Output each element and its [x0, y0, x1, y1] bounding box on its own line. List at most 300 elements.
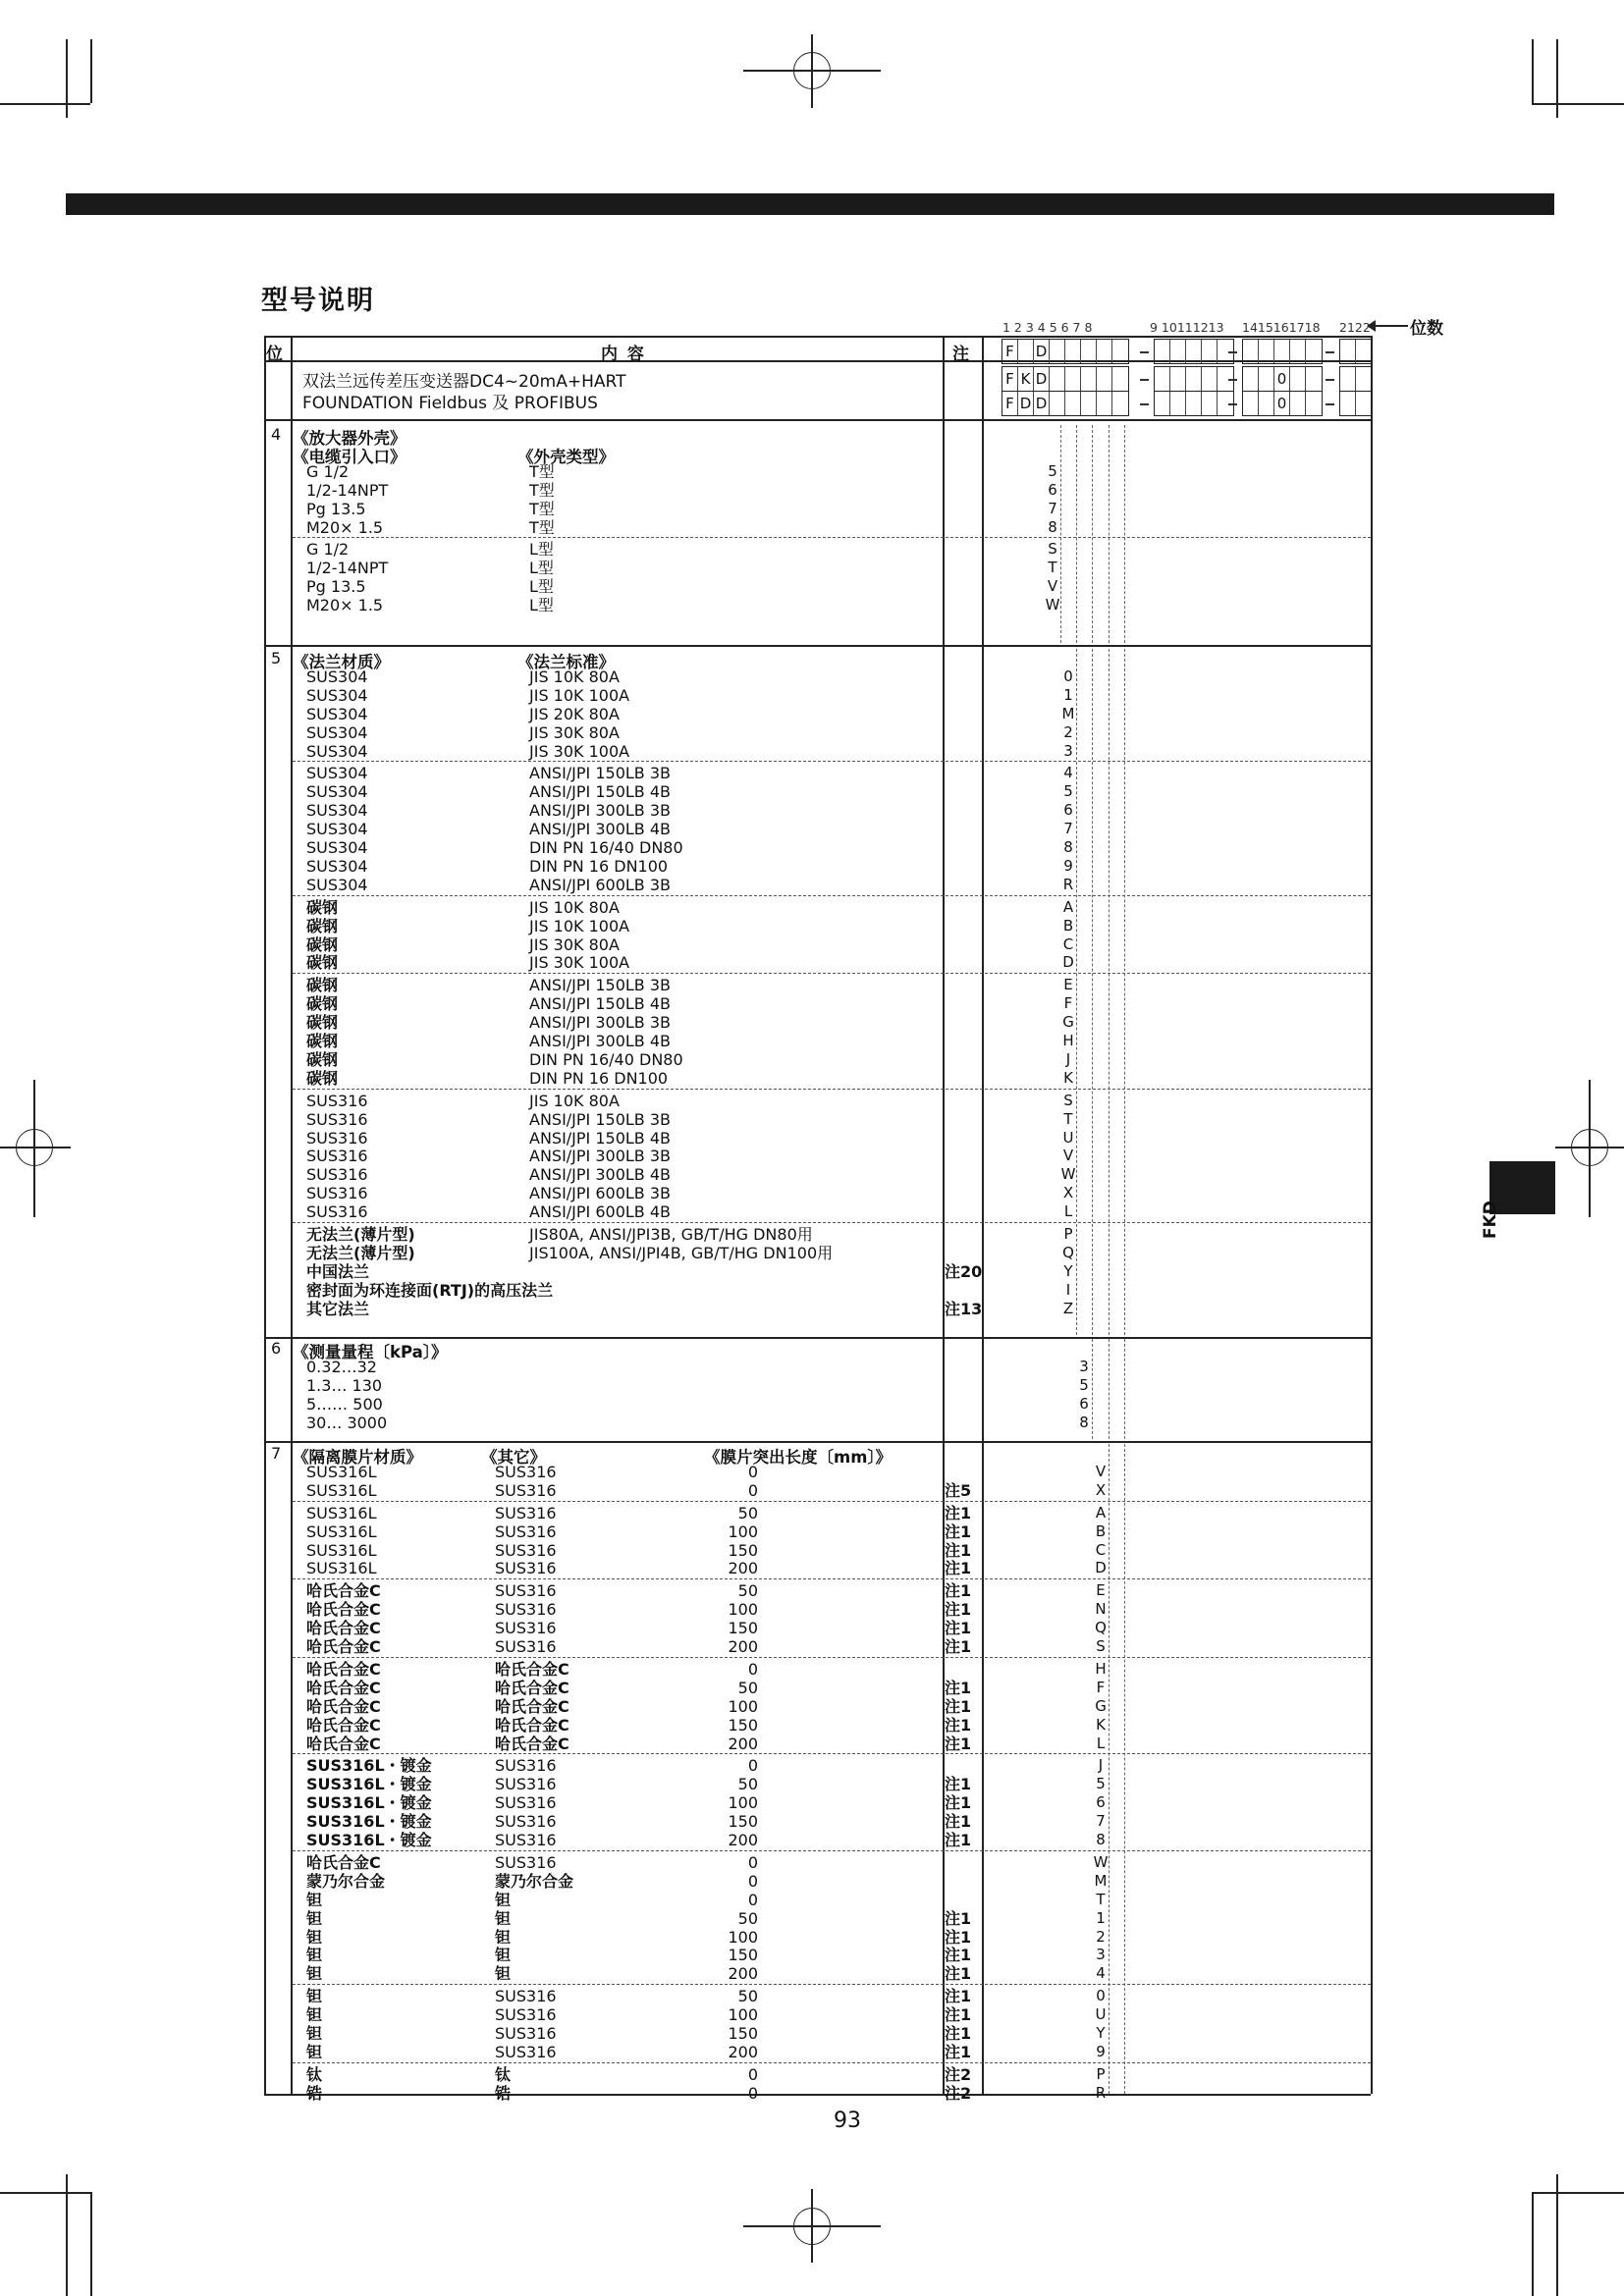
cell-spec: T型 [529, 480, 555, 500]
cell-material: SUS316L・镀金 [306, 1756, 432, 1776]
cell-note: 注20 [945, 1261, 983, 1281]
table-row [306, 1660, 1371, 1679]
group-divider [293, 1984, 1371, 1985]
cell-length: 200 [728, 1559, 758, 1578]
cell-code: 8 [1079, 1413, 1089, 1431]
table-row [306, 1358, 1371, 1376]
cell-material: SUS316 [306, 1184, 368, 1203]
code-guide [1109, 649, 1110, 1335]
cell-code: 1 [1096, 1908, 1106, 1927]
cell-material: 0.32…32 [306, 1357, 377, 1376]
table-row [306, 1793, 1371, 1812]
table-top-rule [264, 336, 1371, 338]
cell-code: I [1065, 1280, 1071, 1299]
table-row [306, 1414, 1371, 1432]
table-row [306, 596, 1371, 614]
cell-code: M [1094, 1871, 1108, 1890]
cell-length: 50 [737, 1581, 758, 1601]
code-cell [1081, 392, 1097, 415]
table-row [306, 1050, 1371, 1069]
table-row [306, 1964, 1371, 1983]
product-line-2: FOUNDATION Fieldbus 及 PROFIBUS [302, 394, 598, 413]
table-row [306, 1716, 1371, 1735]
cell-code: J [1098, 1756, 1104, 1775]
cell-spec: ANSI/JPI 150LB 3B [529, 976, 672, 995]
code-cell [1274, 340, 1290, 363]
cell-code: K [1096, 1715, 1106, 1734]
code-cell [1065, 392, 1081, 415]
code-guide [1076, 649, 1077, 1335]
page-title: 型号说明 [261, 286, 375, 316]
section-title: 《隔离膜片材质》 [293, 1448, 422, 1467]
code-cell [1306, 367, 1322, 391]
table-row [306, 820, 1371, 838]
table-row [306, 1697, 1371, 1716]
cell-note: 注1 [945, 1812, 972, 1832]
cell-material: SUS316L・镀金 [306, 1775, 432, 1794]
cell-material: G 1/2 [306, 461, 350, 481]
cell-code: X [1062, 1184, 1074, 1202]
cell-spec: JIS80A, ANSI/JPI3B, GB/T/HG DN80用 [529, 1225, 813, 1244]
cell-spec: SUS316 [495, 1619, 557, 1638]
cell-spec: SUS316 [495, 1559, 557, 1578]
cell-spec: JIS 20K 80A [529, 704, 620, 723]
cell-material: SUS304 [306, 667, 368, 686]
cell-spec: SUS316 [495, 1600, 557, 1620]
side-label: FKD [1481, 1201, 1500, 1239]
code-cell [1170, 340, 1186, 363]
code-cell [1050, 392, 1065, 415]
cell-spec: 哈氏合金C [495, 1678, 569, 1697]
code-guide [1092, 649, 1093, 1335]
position-numbers-1-8: 1 2 3 4 5 6 7 8 [1002, 320, 1093, 335]
cell-note: 注1 [945, 2024, 972, 2043]
code-cell [1081, 367, 1097, 391]
cell-note: 注13 [945, 1299, 983, 1318]
cell-code: V [1062, 1147, 1074, 1165]
crop-mark [66, 39, 68, 118]
cell-code: Q [1095, 1619, 1107, 1637]
cell-code: P [1063, 1225, 1073, 1243]
code-cell [1356, 367, 1372, 391]
table-row [306, 953, 1371, 972]
table-row [306, 462, 1371, 481]
code-cell [1097, 367, 1112, 391]
cell-note: 注1 [945, 1619, 972, 1638]
group-divider [293, 537, 1371, 538]
table-row [306, 1946, 1371, 1964]
cell-material: 30… 3000 [306, 1413, 388, 1432]
cell-length: 200 [728, 1831, 758, 1849]
cell-material: SUS316L [306, 1522, 377, 1541]
table-row [306, 1909, 1371, 1928]
cell-code: 2 [1096, 1927, 1106, 1946]
cell-material: 钽 [306, 1927, 323, 1947]
cell-spec: JIS100A, ANSI/JPI4B, GB/T/HG DN100用 [529, 1243, 834, 1262]
cell-spec: JIS 30K 80A [529, 722, 620, 742]
code-box-option [1339, 391, 1373, 416]
cell-code: L [1063, 1202, 1073, 1221]
cell-length: 0 [747, 1462, 758, 1481]
cell-spec: 哈氏合金C [495, 1715, 569, 1735]
code-box-option [1339, 339, 1373, 364]
code-guide [1109, 1339, 1110, 1439]
cell-material: 蒙乃尔合金 [306, 1871, 386, 1891]
cell-note: 注1 [945, 2005, 972, 2025]
registration-mark-line [811, 34, 813, 108]
cell-spec: SUS316 [495, 1812, 557, 1832]
code-box-option [1242, 366, 1323, 392]
group-divider [293, 1501, 1371, 1502]
cell-spec: T型 [529, 461, 555, 481]
table-row [306, 1481, 1371, 1500]
cell-code: 8 [1063, 838, 1073, 856]
cell-spec: SUS316 [495, 1756, 557, 1776]
cell-code: 7 [1096, 1812, 1106, 1831]
cell-code: U [1095, 2005, 1107, 2024]
code-guide [1109, 425, 1110, 643]
cell-material: 锆 [306, 2083, 323, 2103]
cell-length: 50 [737, 1908, 758, 1928]
code-cell [1170, 392, 1186, 415]
crop-mark [90, 39, 92, 103]
code-box-option [1154, 339, 1234, 364]
table-row [306, 1013, 1371, 1032]
cell-spec: JIS 10K 80A [529, 897, 620, 917]
cell-material: SUS304 [306, 856, 368, 876]
table-row [306, 917, 1371, 935]
code-cell: K [1018, 367, 1034, 391]
cell-material: 碳钢 [306, 1049, 339, 1069]
table-row [306, 801, 1371, 820]
cell-spec: SUS316 [495, 1987, 557, 2006]
cell-material: SUS304 [306, 722, 368, 742]
cell-spec: SUS316 [495, 1831, 557, 1849]
cell-material: SUS304 [306, 782, 368, 802]
section-rule [264, 645, 1371, 647]
table-row [306, 1600, 1371, 1619]
section-title: 《测量量程〔kPa〕》 [293, 1343, 448, 1362]
cell-code: Z [1062, 1299, 1074, 1317]
cell-material: SUS304 [306, 741, 368, 761]
header-note: 注 [952, 345, 969, 364]
cell-material: 哈氏合金C [306, 1659, 381, 1679]
cell-length: 0 [747, 2064, 758, 2084]
cell-length: 0 [747, 1852, 758, 1872]
crop-mark [90, 2192, 92, 2296]
cell-spec: ANSI/JPI 150LB 4B [529, 1128, 672, 1148]
column-header: 《其它》 [481, 1448, 546, 1467]
code-box-option [1242, 339, 1323, 364]
cell-spec: SUS316 [495, 1503, 557, 1522]
cell-spec: 哈氏合金C [495, 1734, 569, 1753]
cell-spec: JIS 10K 80A [529, 1091, 620, 1110]
section-rule [264, 1441, 1371, 1443]
cell-code: 9 [1063, 856, 1073, 875]
table-row [306, 1165, 1371, 1184]
cell-code: S [1096, 1637, 1106, 1655]
table-row [306, 481, 1371, 500]
cell-spec: ANSI/JPI 150LB 4B [529, 994, 672, 1014]
column-header: 《膜片突出长度〔mm〕》 [704, 1448, 893, 1467]
table-row [306, 935, 1371, 954]
cell-code: N [1095, 1600, 1107, 1619]
cell-code: W [1045, 596, 1060, 614]
crop-mark [1532, 103, 1624, 105]
crop-mark [1556, 39, 1558, 118]
cell-material: 碳钢 [306, 916, 339, 935]
cell-spec: T型 [529, 517, 555, 537]
cell-material: 无法兰(薄片型) [306, 1225, 415, 1244]
table-row [306, 1853, 1371, 1872]
code-cell [1290, 392, 1306, 415]
cell-length: 50 [737, 1987, 758, 2006]
cell-spec: ANSI/JPI 600LB 4B [529, 1202, 672, 1222]
cell-note: 注1 [945, 1946, 972, 1965]
cell-note: 注1 [945, 1678, 972, 1697]
cell-note: 注5 [945, 1480, 972, 1500]
cell-code: J [1065, 1049, 1071, 1068]
registration-mark-line [1589, 1080, 1591, 1217]
code-guide [1124, 1339, 1125, 1439]
table-row [306, 1775, 1371, 1793]
cell-spec: JIS 10K 100A [529, 685, 630, 705]
code-cell [1259, 392, 1274, 415]
code-cell [1186, 392, 1202, 415]
cell-note: 注1 [945, 1696, 972, 1716]
cell-material: SUS316 [306, 1109, 368, 1129]
cell-code: 1 [1063, 685, 1073, 704]
cell-length: 50 [737, 1678, 758, 1697]
table-row [306, 1202, 1371, 1221]
cell-material: SUS316L・镀金 [306, 1831, 432, 1849]
code-separator [1140, 379, 1149, 381]
table-row [306, 667, 1371, 686]
table-row [306, 742, 1371, 761]
table-row [306, 1891, 1371, 1909]
table-row [306, 2084, 1371, 2103]
crop-mark [1532, 2192, 1534, 2296]
code-box-option [1154, 366, 1234, 392]
cell-material: SUS316L・镀金 [306, 1793, 432, 1813]
code-cell [1112, 392, 1128, 415]
cell-code: 4 [1063, 764, 1073, 782]
cell-length: 0 [747, 2083, 758, 2103]
cell-note: 注1 [945, 2042, 972, 2061]
cell-spec: SUS316 [495, 1637, 557, 1656]
registration-mark-line [0, 1147, 71, 1148]
cell-spec: DIN PN 16 DN100 [529, 856, 669, 876]
code-cell [1065, 367, 1081, 391]
group-divider [293, 761, 1371, 762]
table-row [306, 705, 1371, 723]
cell-spec: SUS316 [495, 2024, 557, 2043]
code-cell [1170, 367, 1186, 391]
cell-length: 200 [728, 2042, 758, 2061]
table-row [306, 1812, 1371, 1831]
cell-material: 钽 [306, 1946, 323, 1965]
cell-spec: ANSI/JPI 300LB 3B [529, 1013, 672, 1033]
cell-length: 200 [728, 1964, 758, 1984]
cell-spec: L型 [529, 540, 554, 560]
cell-code: R [1095, 2083, 1107, 2102]
cell-spec: SUS316 [495, 1522, 557, 1541]
cell-code: Y [1063, 1261, 1073, 1280]
code-cell [1340, 392, 1356, 415]
cell-spec: 钽 [495, 1927, 512, 1947]
cell-material: SUS316L [306, 1462, 377, 1481]
pos-column-rule [291, 336, 293, 2094]
code-cell [1155, 367, 1170, 391]
cell-spec: ANSI/JPI 600LB 3B [529, 875, 672, 894]
cell-spec: ANSI/JPI 300LB 3B [529, 801, 672, 821]
registration-mark-line [811, 2189, 813, 2263]
code-guide [1124, 425, 1125, 643]
table-row [306, 1032, 1371, 1050]
cell-length: 100 [728, 2005, 758, 2025]
cell-spec: SUS316 [495, 1540, 557, 1560]
code-box-main [1001, 339, 1129, 364]
cell-material: Pg 13.5 [306, 499, 366, 518]
cell-material: SUS316 [306, 1165, 368, 1185]
cell-code: 5 [1048, 461, 1057, 480]
cell-code: 9 [1096, 2042, 1106, 2060]
code-cell [1018, 340, 1034, 363]
cell-material: 无法兰(薄片型) [306, 1243, 415, 1262]
cell-length: 150 [728, 1812, 758, 1832]
code-cell [1202, 340, 1218, 363]
table-row [306, 1225, 1371, 1244]
cell-material: 哈氏合金C [306, 1852, 381, 1872]
cell-material: 钽 [306, 2005, 323, 2025]
cell-code: T [1096, 1890, 1106, 1908]
code-cell [1290, 367, 1306, 391]
code-cell [1340, 340, 1356, 363]
cell-code: 6 [1096, 1793, 1106, 1812]
cell-length: 150 [728, 1946, 758, 1965]
code-cell [1155, 340, 1170, 363]
code-cell [1259, 367, 1274, 391]
table-row [306, 1463, 1371, 1481]
cell-material: 钽 [306, 1890, 323, 1909]
cell-spec: SUS316 [495, 1462, 557, 1481]
cell-length: 0 [747, 1480, 758, 1500]
code-box-main [1001, 366, 1129, 392]
cell-material: SUS316L [306, 1559, 377, 1578]
cell-code: E [1063, 976, 1073, 994]
cell-code: U [1062, 1128, 1074, 1147]
group-divider [293, 973, 1371, 974]
code-separator [1228, 403, 1237, 405]
group-divider [293, 2062, 1371, 2063]
cell-material: SUS316 [306, 1147, 368, 1166]
cell-material: 1/2-14NPT [306, 559, 389, 578]
code-separator [1228, 351, 1237, 353]
table-row [306, 782, 1371, 801]
code-box-main [1001, 391, 1129, 416]
cell-length: 50 [737, 1775, 758, 1794]
cell-material: SUS316 [306, 1128, 368, 1148]
cell-spec: 钛 [495, 2064, 512, 2084]
cell-material: 中国法兰 [306, 1261, 370, 1281]
cell-length: 100 [728, 1793, 758, 1813]
code-guide [1060, 425, 1061, 643]
cell-code: 3 [1079, 1357, 1089, 1375]
cell-spec: T型 [529, 499, 555, 518]
code-cell [1356, 340, 1372, 363]
cell-spec: JIS 30K 80A [529, 934, 620, 954]
group-divider [293, 895, 1371, 896]
cell-material: 钽 [306, 2042, 323, 2061]
cell-code: G [1062, 1013, 1074, 1032]
cell-code: A [1095, 1503, 1107, 1522]
cell-code: F [1096, 1678, 1106, 1696]
code-cell [1290, 340, 1306, 363]
cell-note: 注1 [945, 1559, 972, 1578]
cell-spec: SUS316 [495, 2042, 557, 2061]
code-separator [1228, 379, 1237, 381]
code-cell [1081, 340, 1097, 363]
cell-code: R [1062, 875, 1074, 893]
code-cell: F [1002, 367, 1018, 391]
cell-spec: SUS316 [495, 1480, 557, 1500]
code-cell [1097, 340, 1112, 363]
table-right-rule [1371, 336, 1373, 2094]
cell-material: G 1/2 [306, 540, 350, 560]
intro-rule [264, 419, 1371, 421]
cell-code: S [1048, 540, 1057, 559]
table-row [306, 1069, 1371, 1088]
cell-note: 注1 [945, 1964, 972, 1984]
crop-mark [1532, 2192, 1624, 2194]
cell-code: B [1062, 916, 1074, 934]
cell-spec: 锆 [495, 2083, 512, 2103]
cell-code: 8 [1096, 1831, 1106, 1848]
section-number: 7 [271, 1444, 282, 1463]
cell-code: P [1096, 2064, 1106, 2083]
cell-length: 50 [737, 1503, 758, 1522]
cell-spec: 哈氏合金C [495, 1659, 569, 1679]
cell-material: 碳钢 [306, 1013, 339, 1033]
header-bar [66, 193, 1554, 215]
code-cell: D [1034, 392, 1050, 415]
code-guide [1109, 1444, 1110, 2094]
cell-note: 注1 [945, 1793, 972, 1813]
cell-code: 6 [1048, 480, 1057, 499]
cell-code: T [1048, 559, 1057, 577]
cell-note: 注1 [945, 1927, 972, 1947]
code-guide [1092, 1339, 1093, 1439]
cell-spec: DIN PN 16 DN100 [529, 1068, 669, 1088]
code-separator [1140, 403, 1149, 405]
table-row [306, 1147, 1371, 1165]
table-row [306, 500, 1371, 518]
table-row [306, 2043, 1371, 2061]
cell-code: V [1095, 1462, 1107, 1480]
cell-spec: JIS 30K 100A [529, 741, 630, 761]
cell-material: 哈氏合金C [306, 1696, 381, 1716]
cell-length: 100 [728, 1600, 758, 1620]
section-number: 5 [271, 649, 282, 667]
cell-note: 注1 [945, 1522, 972, 1541]
cell-material: 碳钢 [306, 994, 339, 1014]
table-row [306, 1735, 1371, 1753]
cell-material: SUS316 [306, 1202, 368, 1222]
table-row [306, 1262, 1371, 1281]
cell-code: 7 [1048, 499, 1057, 517]
code-cell [1306, 340, 1322, 363]
code-cell: D [1034, 340, 1050, 363]
